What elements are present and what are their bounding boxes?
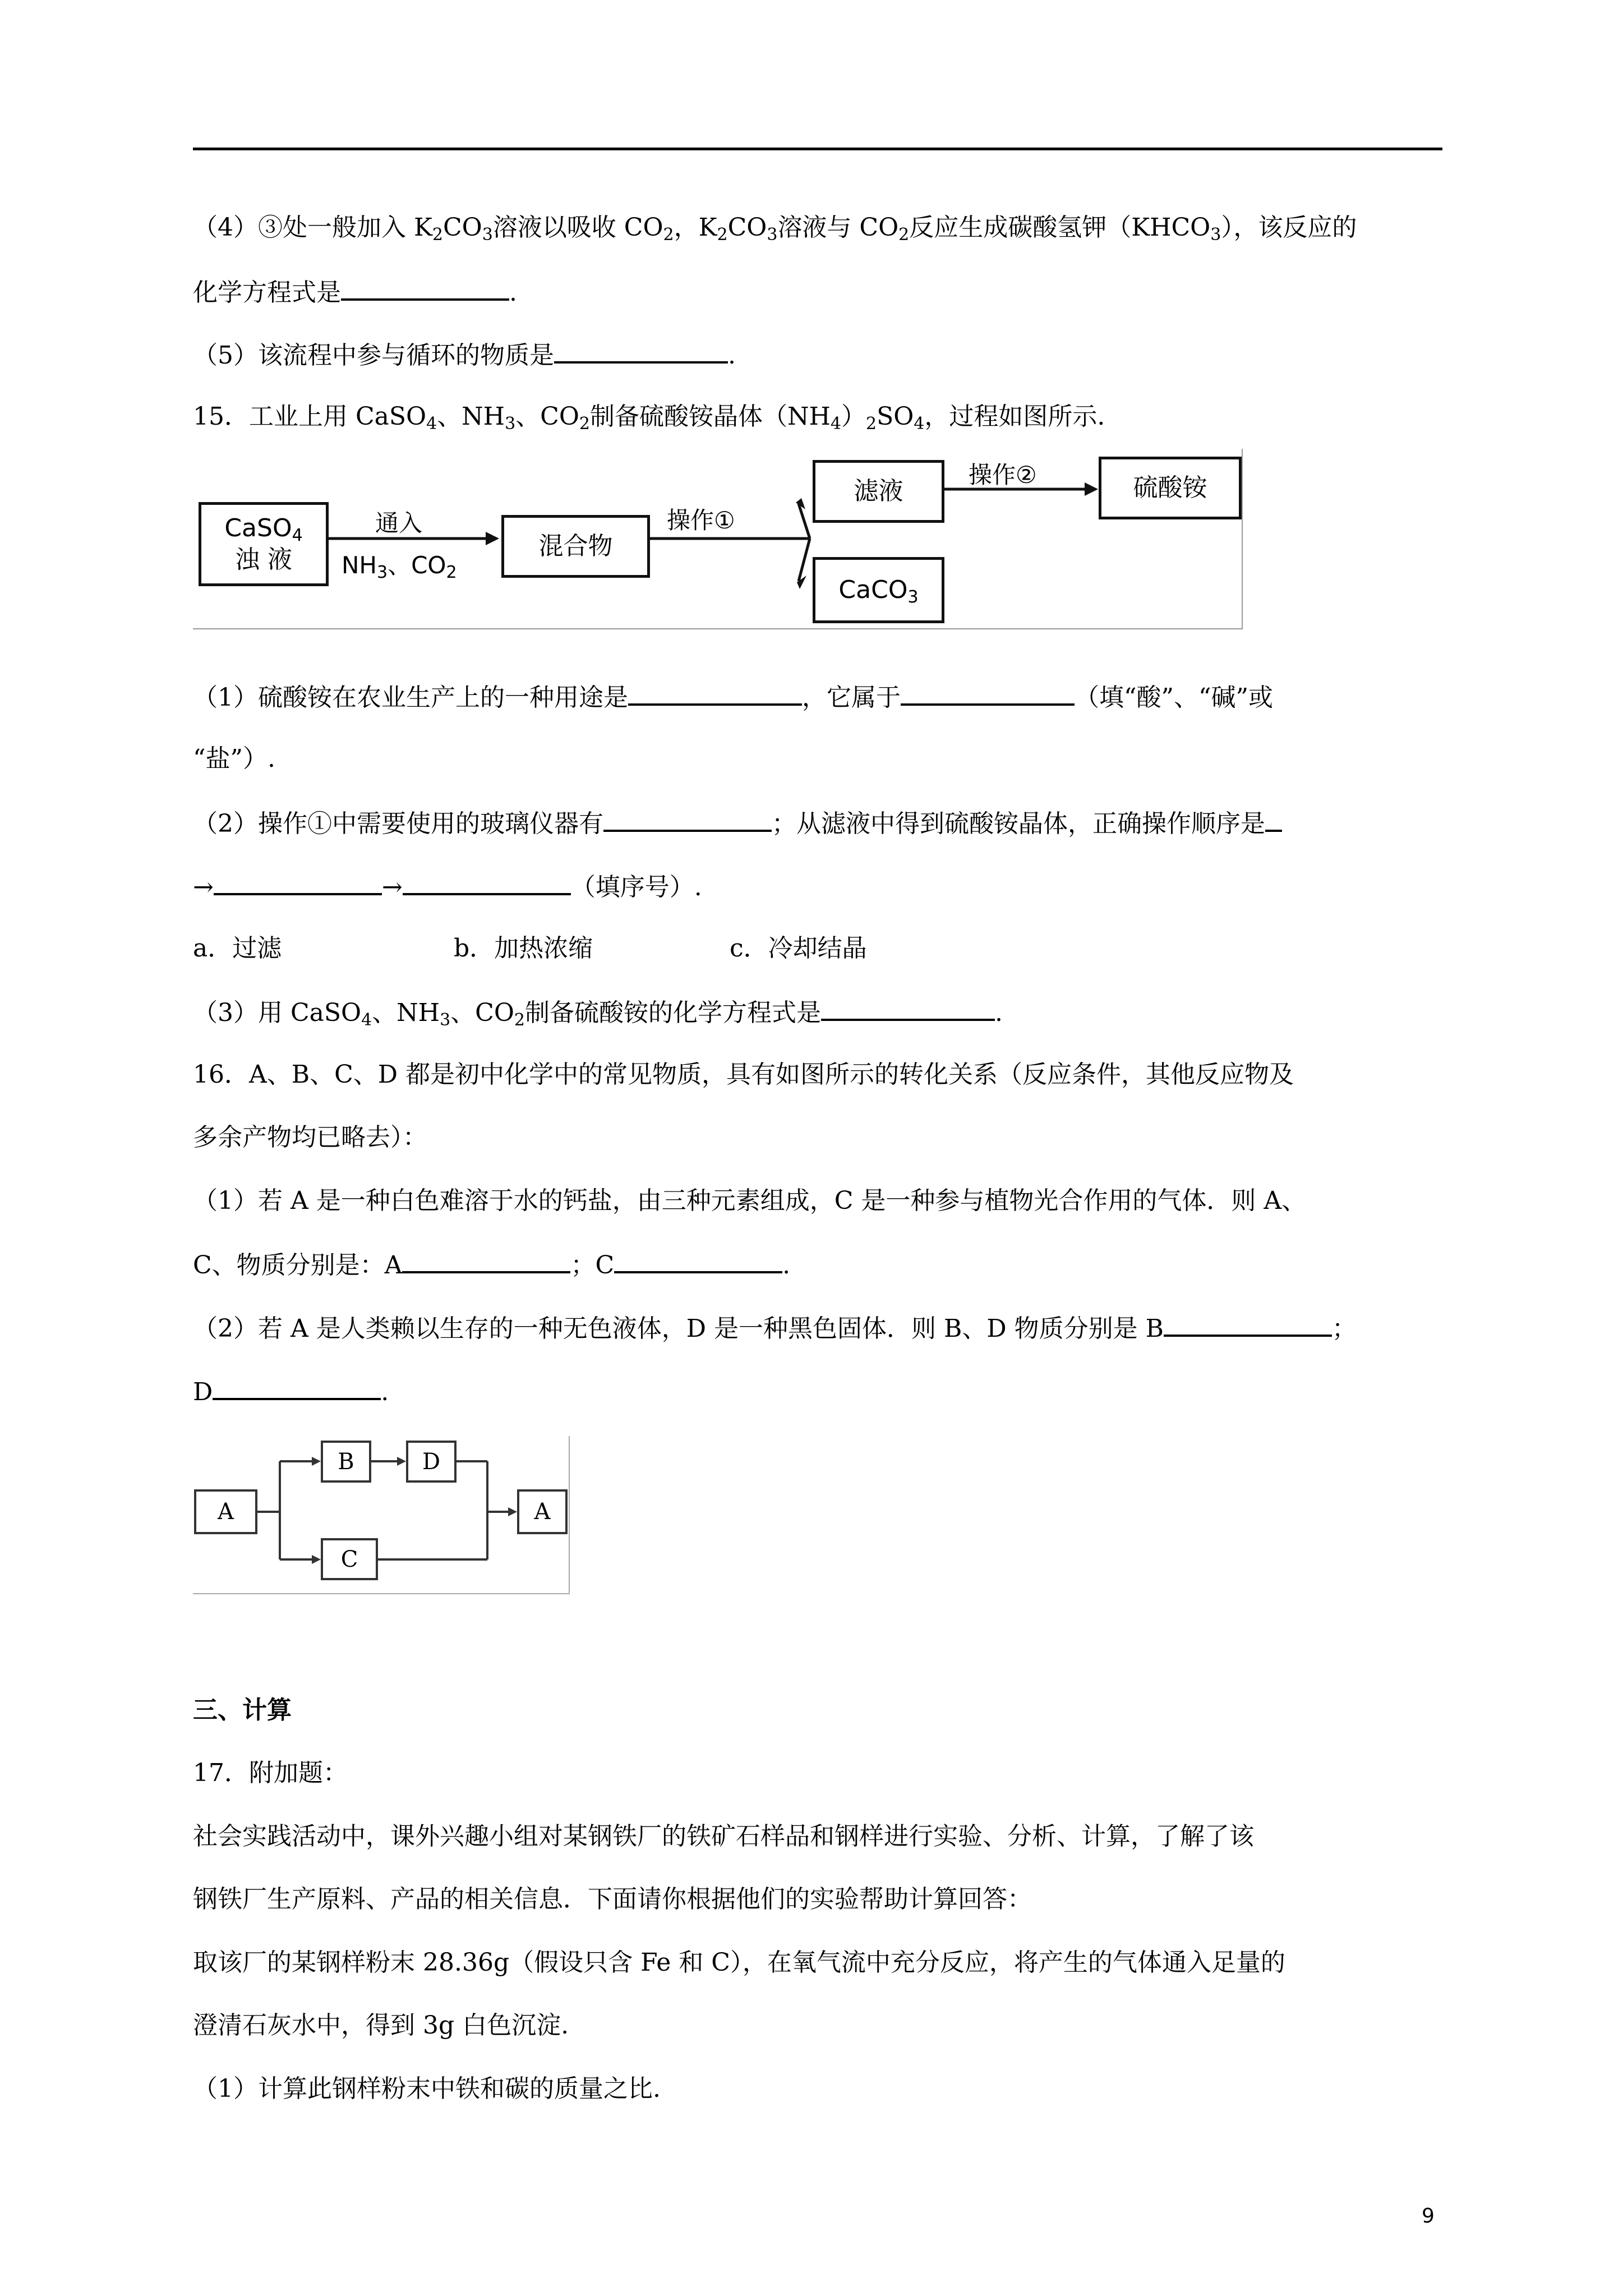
caco3-box: CaCO$_3$ bbox=[813, 557, 944, 623]
operation-2-label: 操作② bbox=[969, 461, 1037, 489]
q15-part3: （3）用 CaSO$_4$、$NH_3$、$CO_2$制备硫酸铵的化学方程式是 . bbox=[193, 994, 1442, 1030]
q17-line2: 钢铁厂生产原料、产品的相关信息．下面请你根据他们的实验帮助计算回答： bbox=[193, 1885, 1032, 1913]
option-c: c．冷却结晶 bbox=[730, 934, 867, 963]
q17-line5: （1）计算此钢样粉末中铁和碳的质量之比. bbox=[193, 2074, 661, 2103]
node-d: D bbox=[406, 1441, 457, 1483]
answer-blank[interactable] bbox=[1265, 805, 1282, 832]
q15-part1-line2: “盐”）. bbox=[193, 744, 275, 773]
mixture-box: 混合物 bbox=[501, 515, 650, 578]
answer-blank[interactable] bbox=[213, 1373, 381, 1400]
arrow-label-gases: $NH_3$、$CO_2$ bbox=[342, 551, 457, 582]
q16-stem-line1: 16．A、B、C、D 都是初中化学中的常见物质，具有如图所示的转化关系（反应条件，其他反应物及 bbox=[193, 1060, 1294, 1089]
ammonium-sulfate-flow-diagram bbox=[193, 449, 1243, 629]
q17-line4: 澄清石灰水中，得到 3g 白色沉淀. bbox=[193, 2011, 569, 2040]
q16-part2-line1: （2）若 A 是人类赖以生存的一种无色液体，D 是一种黑色固体．则 B、D 物质分别是 B ； bbox=[193, 1310, 1442, 1346]
answer-blank[interactable] bbox=[1164, 1310, 1332, 1337]
option-b: b．加热浓缩 bbox=[454, 934, 593, 963]
q17-line1: 社会实践活动中，课外兴趣小组对某钢铁厂的铁矿石样品和钢样进行实验、分析、计算，了解了该 bbox=[193, 1822, 1254, 1851]
q16-stem-line2: 多余产物均已略去）： bbox=[193, 1123, 427, 1152]
answer-blank[interactable] bbox=[341, 274, 509, 301]
flow-arrows bbox=[193, 449, 1242, 628]
q16-part1-line2: C、物质分别是：A ；C . bbox=[193, 1246, 1442, 1283]
page-number: 9 bbox=[1422, 2205, 1435, 2228]
option-a: a．过滤 bbox=[193, 934, 282, 963]
caso4-slurry-box: CaSO$_4$ 浊 液 bbox=[199, 502, 329, 586]
filtrate-box: 滤液 bbox=[813, 460, 944, 523]
section-heading-calculation: 三、计算 bbox=[193, 1696, 292, 1724]
answer-blank[interactable] bbox=[614, 1246, 782, 1273]
ammonium-sulfate-box: 硫酸铵 bbox=[1099, 457, 1242, 519]
q15-stem: 15．工业上用 CaSO$_4$、$NH_3$、$CO_2$制备硫酸铵晶体$(NH_4)_2SO_4$，过程如图所示. bbox=[193, 402, 1105, 434]
answer-blank[interactable] bbox=[603, 805, 772, 832]
q16-part2-line2: D . bbox=[193, 1373, 1442, 1410]
q15-options bbox=[193, 931, 1442, 966]
node-b: B bbox=[321, 1441, 371, 1483]
q16-part1-line1: （1）若 A 是一种白色难溶于水的钙盐，由三种元素组成，C 是一种参与植物光合作用的气体．则 A、 bbox=[193, 1186, 1307, 1215]
q14-part5: （5）该流程中参与循环的物质是 . bbox=[193, 337, 1442, 373]
q15-part2-line2: → → （填序号）. bbox=[193, 868, 1442, 905]
operation-1-label: 操作① bbox=[667, 507, 735, 534]
arrow-label-feed: 通入 bbox=[375, 509, 423, 537]
q17-line3: 取该厂的某钢样粉末 28.36g（假设只含 Fe 和 C），在氧气流中充分反应，将产生的气体通入足量的 bbox=[193, 1948, 1285, 1977]
node-a-end: A bbox=[517, 1489, 568, 1534]
answer-blank[interactable] bbox=[403, 868, 571, 895]
answer-blank[interactable] bbox=[214, 868, 382, 895]
answer-blank[interactable] bbox=[402, 1246, 570, 1273]
q14-part4-line2: 化学方程式是 . bbox=[193, 274, 1442, 310]
node-c: C bbox=[321, 1538, 378, 1580]
answer-blank[interactable] bbox=[554, 337, 728, 364]
answer-blank[interactable] bbox=[628, 679, 802, 706]
header-rule bbox=[193, 148, 1442, 150]
q17-title: 17．附加题： bbox=[193, 1759, 348, 1787]
abcd-relation-diagram bbox=[193, 1436, 570, 1594]
answer-blank[interactable] bbox=[821, 994, 995, 1021]
node-a-start: A bbox=[194, 1489, 257, 1534]
q15-part2-line1: （2）操作①中需要使用的玻璃仪器有 ；从滤液中得到硫酸铵晶体，正确操作顺序是 bbox=[193, 805, 1442, 841]
q15-part1-line1: （1）硫酸铵在农业生产上的一种用途是 ，它属于 （填“酸”、“碱”或 bbox=[193, 679, 1442, 715]
answer-blank[interactable] bbox=[901, 679, 1075, 706]
q14-part4-line1: （4）③处一般加入 $K_2CO_3$溶液以吸收 $CO_2$，$K_2CO_3$溶液与 $CO_2$反应生成碳酸氢钾$(KHCO_3)$，该反应的 bbox=[193, 213, 1357, 245]
